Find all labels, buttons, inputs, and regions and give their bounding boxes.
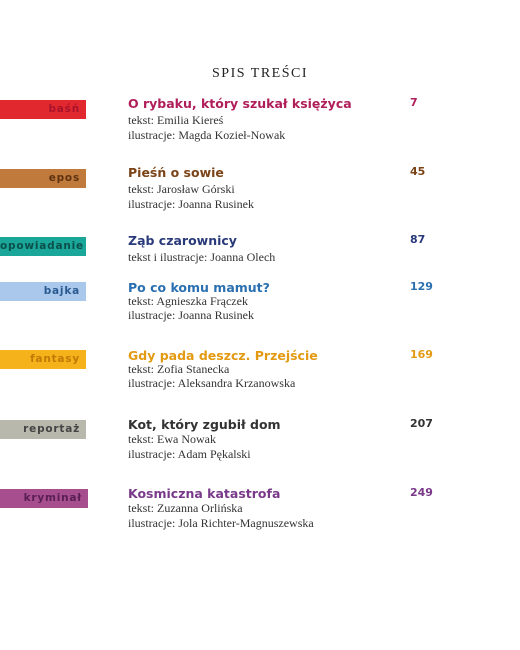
entry-illustrator: ilustracje: Aleksandra Krzanowska: [128, 376, 296, 390]
entry-illustrator: ilustracje: Joanna Rusinek: [128, 197, 254, 211]
page-number: 169: [410, 348, 433, 361]
toc-entry[interactable]: [0, 486, 520, 546]
entry-title[interactable]: O rybaku, który szukał księżyca: [128, 96, 352, 111]
toc-entry[interactable]: [0, 165, 520, 225]
genre-tab: kryminał: [0, 489, 88, 508]
page-number: 129: [410, 280, 433, 293]
page-title: SPIS TREŚCI: [212, 66, 308, 81]
entry-title[interactable]: Gdy pada deszcz. Przejście: [128, 348, 318, 363]
entry-title[interactable]: Kosmiczna katastrofa: [128, 486, 281, 501]
entry-illustrator: ilustracje: Joanna Rusinek: [128, 308, 254, 322]
genre-tab: bajka: [0, 282, 86, 301]
genre-tab: baśń: [0, 100, 86, 119]
toc-entry[interactable]: [0, 348, 520, 408]
entry-title[interactable]: Kot, który zgubił dom: [128, 417, 281, 432]
genre-tab: fantasy: [0, 350, 86, 369]
entry-illustrator: ilustracje: Jola Richter-Magnuszewska: [128, 516, 314, 530]
page-number: 45: [410, 165, 426, 178]
genre-tab: epos: [0, 169, 86, 188]
entry-author: tekst: Agnieszka Frączek: [128, 294, 248, 308]
toc-entry[interactable]: [0, 96, 520, 156]
page-number: 87: [410, 233, 426, 246]
entry-author: tekst: Zuzanna Orlińska: [128, 501, 243, 515]
page-number: 7: [410, 96, 418, 109]
page-number: 249: [410, 486, 433, 499]
entry-author: tekst i ilustracje: Joanna Olech: [128, 250, 276, 264]
entry-author: tekst: Ewa Nowak: [128, 432, 216, 446]
genre-tab: opowiadanie: [0, 237, 86, 256]
entry-author: tekst: Emilia Kiereś: [128, 113, 224, 127]
entry-title[interactable]: Po co komu mamut?: [128, 280, 270, 295]
page-number: 207: [410, 417, 433, 430]
toc-entry[interactable]: [0, 417, 520, 477]
genre-tab: reportaż: [0, 420, 86, 439]
entry-illustrator: ilustracje: Magda Kozieł-Nowak: [128, 128, 286, 142]
entry-illustrator: ilustracje: Adam Pękalski: [128, 447, 251, 461]
entry-author: tekst: Zofia Stanecka: [128, 362, 230, 376]
entry-title[interactable]: Pieśń o sowie: [128, 165, 224, 180]
toc-entry[interactable]: [0, 280, 520, 340]
entry-title[interactable]: Ząb czarownicy: [128, 233, 237, 248]
entry-author: tekst: Jarosław Górski: [128, 182, 235, 196]
